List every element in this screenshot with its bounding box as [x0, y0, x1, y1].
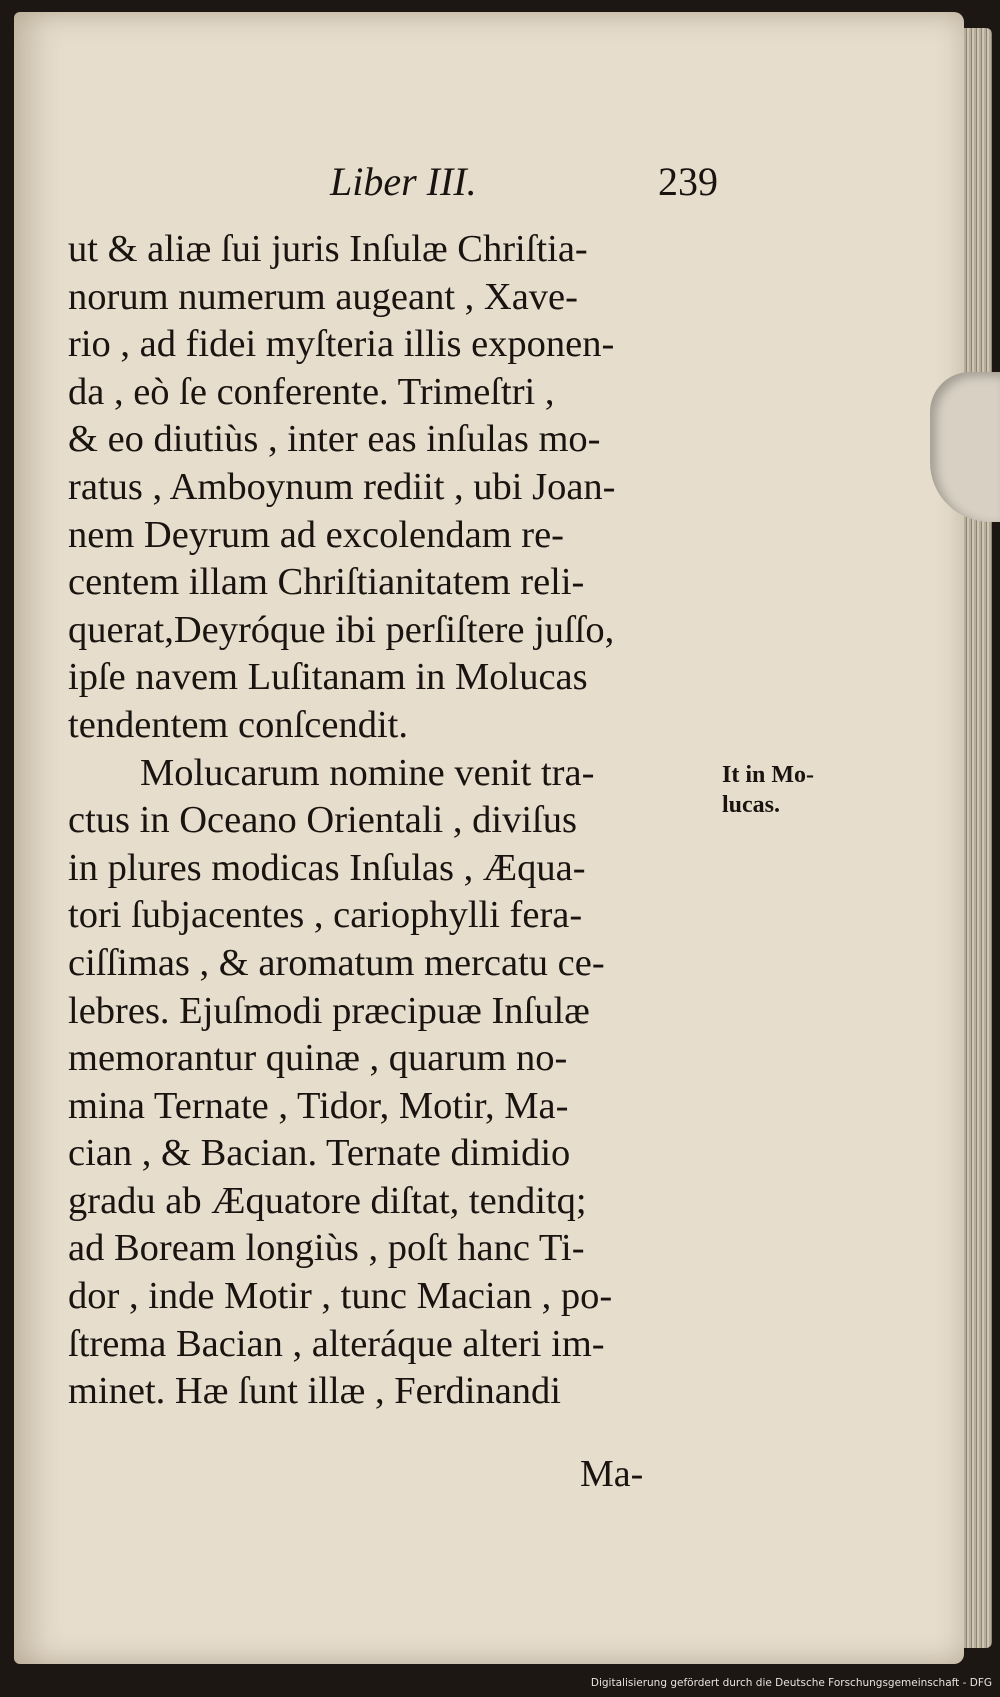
text-line: rio , ad fidei myſteria illis exponen- — [68, 323, 615, 366]
text-line: gradu ab Æquatore diſtat, tenditq; — [68, 1179, 587, 1222]
margin-note-line: lucas. — [722, 792, 781, 818]
text-line: da , eò ſe conferente. Trimeſtri , — [68, 370, 555, 413]
text-line: & eo diutiùs , inter eas inſulas mo- — [68, 418, 601, 461]
running-title: Liber III. — [330, 159, 477, 204]
digitization-credit: Digitalisierung gefördert durch die Deutsche Forschungsgemeinschaft - DFG — [590, 1677, 992, 1689]
text-line: ſtrema Bacian , alteráque alteri im- — [68, 1322, 605, 1365]
margin-note — [722, 760, 842, 820]
text-line: mina Ternate , Tidor, Motir, Ma- — [68, 1084, 569, 1127]
text-line: tori ſubjacentes , cariophylli fera- — [68, 894, 583, 937]
text-line: ciſſimas , & aromatum mercatu ce- — [68, 941, 605, 984]
text-line: lebres. Ejuſmodi præcipuæ Inſulæ — [68, 989, 590, 1032]
text-line: ad Boream longiùs , poſt hanc Ti- — [68, 1227, 585, 1270]
text-line: ctus in Oceano Orientali , diviſus — [68, 799, 577, 842]
text-line: centem illam Chriſtianitatem reli- — [68, 561, 585, 604]
text-line: ut & aliæ ſui juris Inſulæ Chriſtia- — [68, 228, 588, 270]
page-number: 239 — [658, 159, 718, 204]
text-line: norum numerum augeant , Xave- — [68, 275, 578, 318]
text-line: dor , inde Motir , tunc Macian , po- — [68, 1275, 613, 1318]
catchword: Ma- — [580, 1453, 644, 1495]
footer-bar — [0, 1674, 1000, 1697]
text-line: ipſe navem Luſitanam in Molucas — [68, 656, 588, 699]
body-text — [68, 226, 718, 1416]
margin-note-line: It in Mo- — [722, 762, 814, 788]
text-line: in plures modicas Inſulas , Æqua- — [68, 846, 586, 889]
text-line: memorantur quinæ , quarum no- — [68, 1037, 568, 1080]
page-edges — [964, 28, 992, 1648]
text-line: ratus , Amboynum rediit , ubi Joan- — [68, 465, 616, 508]
text-line: nem Deyrum ad excolendam re- — [68, 513, 565, 556]
text-line: Molucarum nomine venit tra- — [140, 751, 595, 794]
text-line: querat,Deyróque ibi perſiſtere juſſo, — [68, 608, 615, 651]
text-line: minet. Hæ ſunt illæ , Ferdinandi — [68, 1370, 561, 1413]
text-line: tendentem conſcendit. — [68, 703, 408, 746]
running-header — [80, 158, 720, 218]
text-line: cian , & Bacian. Ternate dimidio — [68, 1132, 571, 1175]
